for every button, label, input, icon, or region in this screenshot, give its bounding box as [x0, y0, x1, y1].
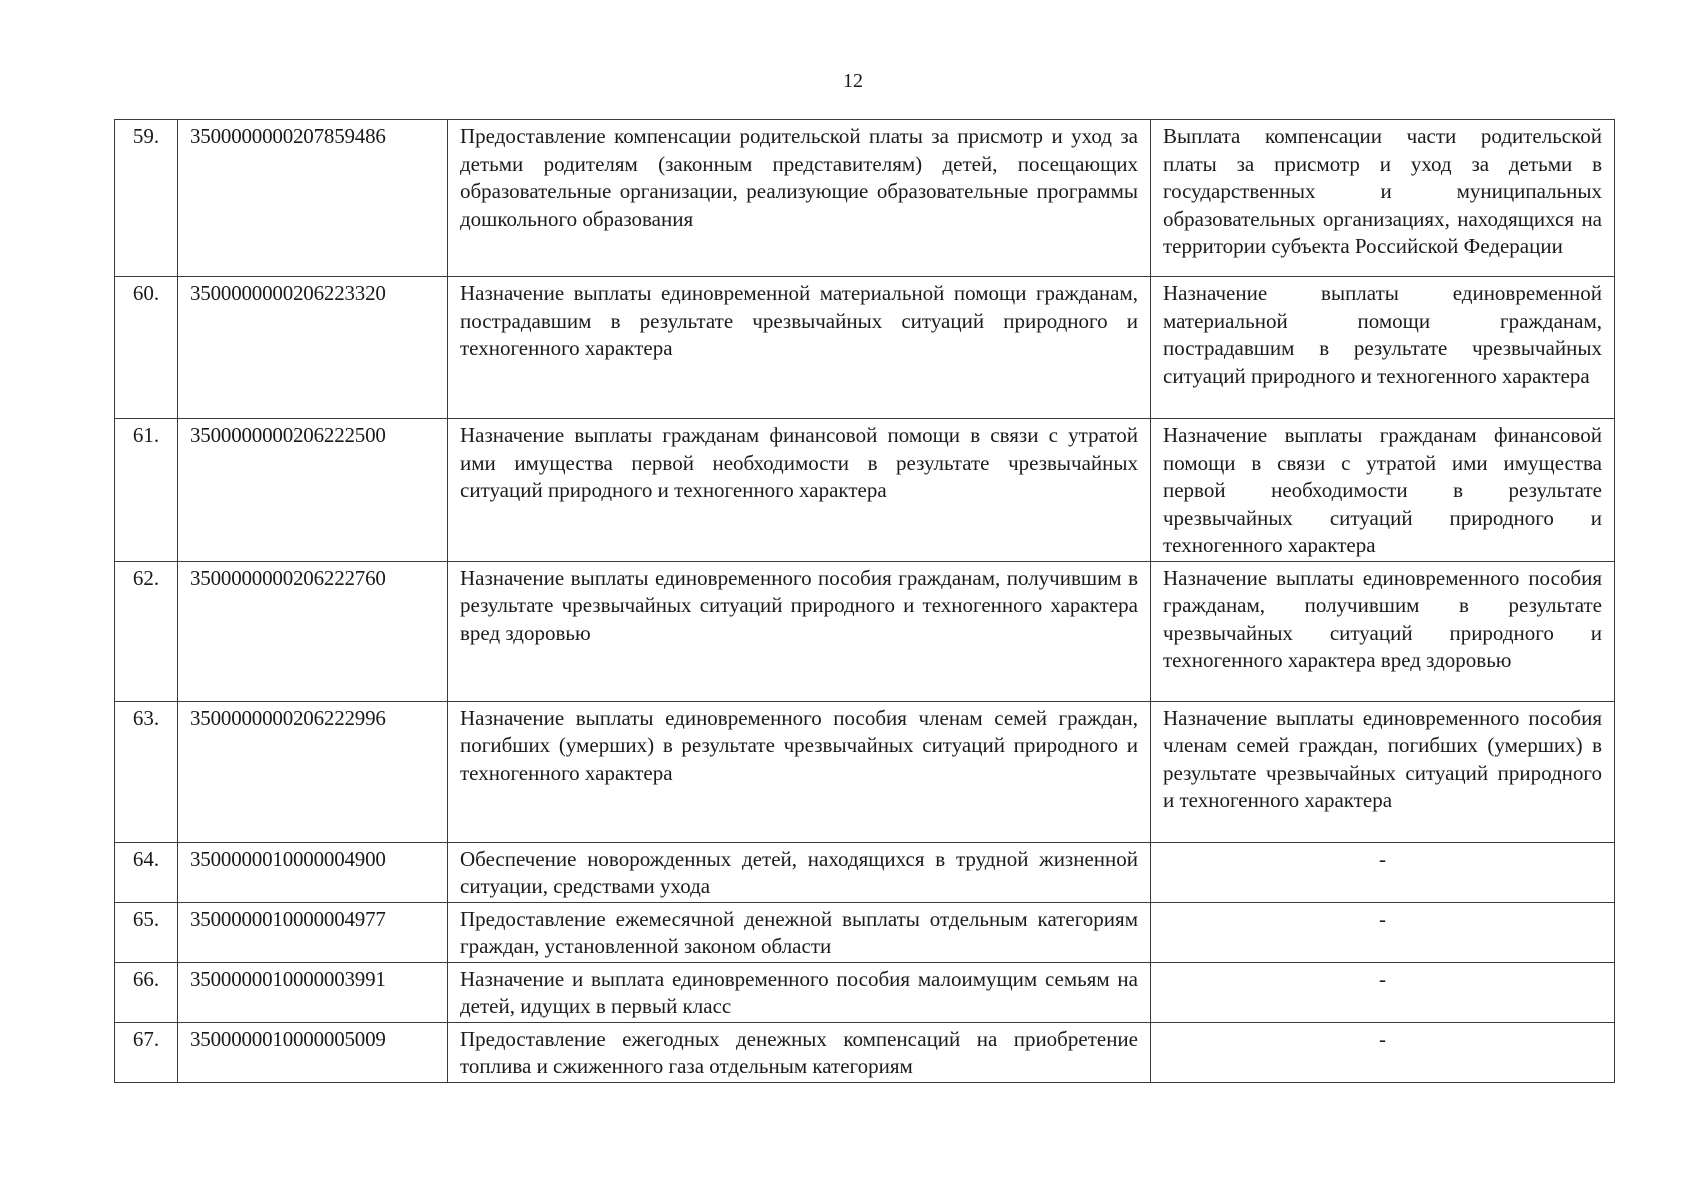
- row-number: 63.: [115, 701, 178, 842]
- service-code: 3500000010000003991: [178, 962, 448, 1022]
- page-number: 12: [843, 70, 863, 92]
- service-result: Назначение выплаты единовременного пособия гражданам, получившим в результате чрезвычайных ситуаций природного и техногенного характера вред здоровью: [1151, 561, 1615, 701]
- table-row: [115, 1022, 1615, 1082]
- service-code: 3500000000206222996: [178, 701, 448, 842]
- row-number: 65.: [115, 902, 178, 962]
- service-result: -: [1151, 962, 1615, 1022]
- row-number: 66.: [115, 962, 178, 1022]
- service-result: Назначение выплаты единовременной материальной помощи гражданам, пострадавшим в результате чрезвычайных ситуаций природного и техногенного характера: [1151, 277, 1615, 419]
- row-number: 64.: [115, 842, 178, 902]
- service-code: 3500000010000004977: [178, 902, 448, 962]
- service-code: 3500000000206222500: [178, 419, 448, 562]
- service-name: Предоставление компенсации родительской платы за присмотр и уход за детьми родителям (законным представителям) детей, посещающих образовательные организации, реализующие образовательные программы дошкольного образования: [448, 120, 1151, 277]
- service-code: 3500000000206223320: [178, 277, 448, 419]
- table-row: [115, 902, 1615, 962]
- service-name: Назначение выплаты единовременного пособия членам семей граждан, погибших (умерших) в результате чрезвычайных ситуаций природного и техногенного характера: [448, 701, 1151, 842]
- service-name: Назначение выплаты гражданам финансовой помощи в связи с утратой ими имущества первой необходимости в результате чрезвычайных ситуаций природного и техногенного характера: [448, 419, 1151, 562]
- table-row: [115, 561, 1615, 701]
- service-result: Выплата компенсации части родительской платы за присмотр и уход за детьми в государственных и муниципальных образовательных организациях, находящихся на территории субъекта Российской Федерации: [1151, 120, 1615, 277]
- table-row: [115, 701, 1615, 842]
- service-code: 3500000010000005009: [178, 1022, 448, 1082]
- row-number: 60.: [115, 277, 178, 419]
- table-row: [115, 962, 1615, 1022]
- row-number: 67.: [115, 1022, 178, 1082]
- service-result: Назначение выплаты единовременного пособия членам семей граждан, погибших (умерших) в результате чрезвычайных ситуаций природного и техногенного характера: [1151, 701, 1615, 842]
- service-code: 3500000000207859486: [178, 120, 448, 277]
- service-name: Назначение выплаты единовременного пособия гражданам, получившим в результате чрезвычайных ситуаций природного и техногенного характера вред здоровью: [448, 561, 1151, 701]
- service-code: 3500000010000004900: [178, 842, 448, 902]
- service-name: Назначение и выплата единовременного пособия малоимущим семьям на детей, идущих в первый класс: [448, 962, 1151, 1022]
- service-name: Назначение выплаты единовременной материальной помощи гражданам, пострадавшим в результате чрезвычайных ситуаций природного и техногенного характера: [448, 277, 1151, 419]
- service-result: Назначение выплаты гражданам финансовой помощи в связи с утратой ими имущества первой необходимости в результате чрезвычайных ситуаций природного и техногенного характера: [1151, 419, 1615, 562]
- service-code: 3500000000206222760: [178, 561, 448, 701]
- row-number: 61.: [115, 419, 178, 562]
- table-row: [115, 842, 1615, 902]
- services-table: [114, 119, 1615, 1083]
- table-row: [115, 419, 1615, 562]
- service-name: Предоставление ежемесячной денежной выплаты отдельным категориям граждан, установленной законом области: [448, 902, 1151, 962]
- row-number: 62.: [115, 561, 178, 701]
- service-result: -: [1151, 842, 1615, 902]
- service-name: Предоставление ежегодных денежных компенсаций на приобретение топлива и сжиженного газа отдельным категориям: [448, 1022, 1151, 1082]
- service-result: -: [1151, 1022, 1615, 1082]
- service-name: Обеспечение новорожденных детей, находящихся в трудной жизненной ситуации, средствами ухода: [448, 842, 1151, 902]
- row-number: 59.: [115, 120, 178, 277]
- table-row: [115, 120, 1615, 277]
- service-result: -: [1151, 902, 1615, 962]
- table-row: [115, 277, 1615, 419]
